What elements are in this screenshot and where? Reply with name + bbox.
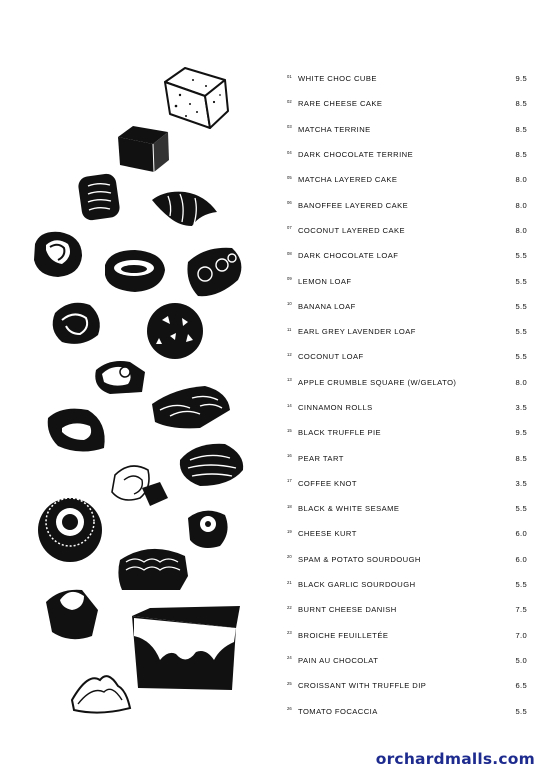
menu-item-name: BLACK GARLIC SOURDOUGH [298,580,416,590]
menu-item-price: 7.5 [515,605,527,615]
menu-item-number: 12 [287,351,292,357]
menu-item-number: 15 [287,427,292,433]
menu-item-price: 5.5 [515,327,527,337]
menu-item-price: 5.0 [515,655,527,665]
menu-item [287,698,527,723]
menu-item-number: 24 [287,655,292,661]
menu-item-number: 26 [287,706,292,712]
menu-item-number: 21 [287,579,292,585]
menu-item-name: DARK CHOCOLATE TERRINE [298,150,414,160]
menu-item-number: 25 [287,680,292,686]
menu-item-price: 5.5 [515,504,527,514]
sourdough-loaf-illustration [118,549,188,590]
menu-item-price: 5.5 [515,276,527,286]
menu-item-price: 6.0 [515,554,527,564]
menu-item-price: 9.5 [515,74,527,84]
menu-item-name: BANOFFEE LAYERED CAKE [298,200,409,210]
menu-item [287,218,527,243]
menu-item-number: 06 [287,200,292,206]
menu-item-price: 5.5 [515,352,527,362]
menu-item [287,597,527,622]
sesame-bun-illustration [38,498,102,562]
menu-item-name: CROISSANT WITH TRUFFLE DIP [298,681,427,691]
menu-item-price: 8.5 [515,124,527,134]
menu-item [287,344,527,369]
menu-item-price: 5.5 [515,301,527,311]
truffle-bun-illustration [147,303,203,359]
menu-item-price: 9.5 [515,428,527,438]
round-tart-illustration [105,250,165,292]
menu-item-price: 5.5 [515,580,527,590]
menu-item-name: EARL GREY LAVENDER LOAF [298,327,416,337]
white-choc-cube-illustration [165,68,228,128]
menu-item [287,243,527,268]
menu-item [287,370,527,395]
menu-item-price: 5.5 [515,251,527,261]
menu-item-name: COCONUT LOAF [298,352,364,362]
menu-item-number: 16 [287,453,292,459]
menu-item-name: BLACK TRUFFLE PIE [298,428,382,438]
menu-item-name: CINNAMON ROLLS [298,403,373,412]
menu-item-name: BROICHE FEUILLETÉE [298,630,389,640]
menu-item-name: BLACK & WHITE SESAME [298,504,400,514]
menu-item-number: 23 [287,630,292,636]
menu-item [287,521,527,546]
menu-item-number: 09 [287,276,292,282]
menu-item [287,142,527,167]
menu-item-price: 6.0 [515,529,527,539]
menu-item-name: SPAM & POTATO SOURDOUGH [298,554,421,564]
menu-item-name: PEAR TART [298,453,344,463]
menu-item [287,395,527,420]
menu-item [287,66,527,91]
danish-illustration [187,248,241,296]
menu-item-number: 13 [287,377,292,383]
menu-item-name: CHEESE KURT [298,529,357,539]
menu-item-price: 8.5 [515,150,527,160]
cheese-kurt-illustration [188,511,228,548]
menu-item [287,496,527,521]
menu-item [287,294,527,319]
menu-item-number: 22 [287,604,292,610]
menu-item-number: 07 [287,225,292,231]
menu-item-number: 17 [287,478,292,484]
menu-item-price: 8.0 [515,225,527,235]
pear-tart-illustration [180,444,243,486]
tart-illustration [34,232,82,277]
menu-item-price: 3.5 [515,478,527,488]
menu-item-price: 8.5 [515,453,527,463]
knot-pastry-illustration [53,303,100,344]
menu-item [287,471,527,496]
menu-item-name: BANANA LOAF [298,301,356,311]
cheese-danish-illustration [132,606,240,690]
menu-item-number: 19 [287,528,292,534]
menu-item-price: 5.5 [515,706,527,716]
menu-item-number: 14 [287,402,292,408]
menu-item-name: COCONUT LAYERED CAKE [298,225,406,235]
menu-item-number: 05 [287,174,292,180]
menu-item [287,445,527,470]
menu-item [287,623,527,648]
menu-item-price: 8.0 [515,175,527,185]
menu-item-number: 10 [287,301,292,307]
menu-item-price: 7.0 [515,630,527,640]
menu-item-price: 8.5 [515,99,527,109]
menu-item-number: 01 [287,73,292,79]
menu-item [287,167,527,192]
garlic-sourdough-illustration [46,590,98,639]
croissant-illustration [152,192,217,226]
menu-item-name: WHITE CHOC CUBE [298,74,377,84]
dark-cube-illustration [118,126,169,172]
menu-item-price: 3.5 [515,403,527,412]
menu-item-number: 03 [287,124,292,130]
coffee-knot-illustration [112,466,168,506]
menu-item [287,319,527,344]
apple-crumble-illustration [95,361,145,394]
layered-cake-illustration [77,173,121,222]
menu-item-name: TOMATO FOCACCIA [298,706,378,716]
menu-list [287,66,527,724]
menu-item [287,648,527,673]
menu-item-number: 08 [287,250,292,256]
menu-item-name: PAIN AU CHOCOLAT [298,655,379,665]
pie-slice-illustration [48,409,105,452]
menu-item-name: COFFEE KNOT [298,478,357,488]
watermark: orchardmalls.com [375,750,535,768]
menu-item [287,420,527,445]
menu-item [287,673,527,698]
menu-item-number: 11 [287,326,292,332]
menu-item [287,91,527,116]
menu-item [287,117,527,142]
croissant-dip-illustration [72,676,130,712]
cinnamon-loaf-illustration [152,386,230,428]
menu-item-name: APPLE CRUMBLE SQUARE (W/GELATO) [298,377,457,387]
menu-item-price: 8.0 [515,377,527,387]
menu-item-price: 6.5 [515,681,527,691]
menu-item-number: 04 [287,149,292,155]
menu-item-name: MATCHA TERRINE [298,124,371,134]
menu-item-name: DARK CHOCOLATE LOAF [298,251,399,261]
menu-item [287,547,527,572]
menu-item-price: 8.0 [515,200,527,210]
menu-item-number: 20 [287,554,292,560]
menu-item [287,192,527,217]
menu-item [287,572,527,597]
menu-item-name: MATCHA LAYERED CAKE [298,175,398,185]
menu-item-number: 18 [287,503,292,509]
menu-item-number: 02 [287,98,292,104]
menu-item-name: BURNT CHEESE DANISH [298,605,397,615]
menu-item [287,268,527,293]
menu-item-name: RARE CHEESE CAKE [298,99,383,109]
menu-item-name: LEMON LOAF [298,276,352,286]
